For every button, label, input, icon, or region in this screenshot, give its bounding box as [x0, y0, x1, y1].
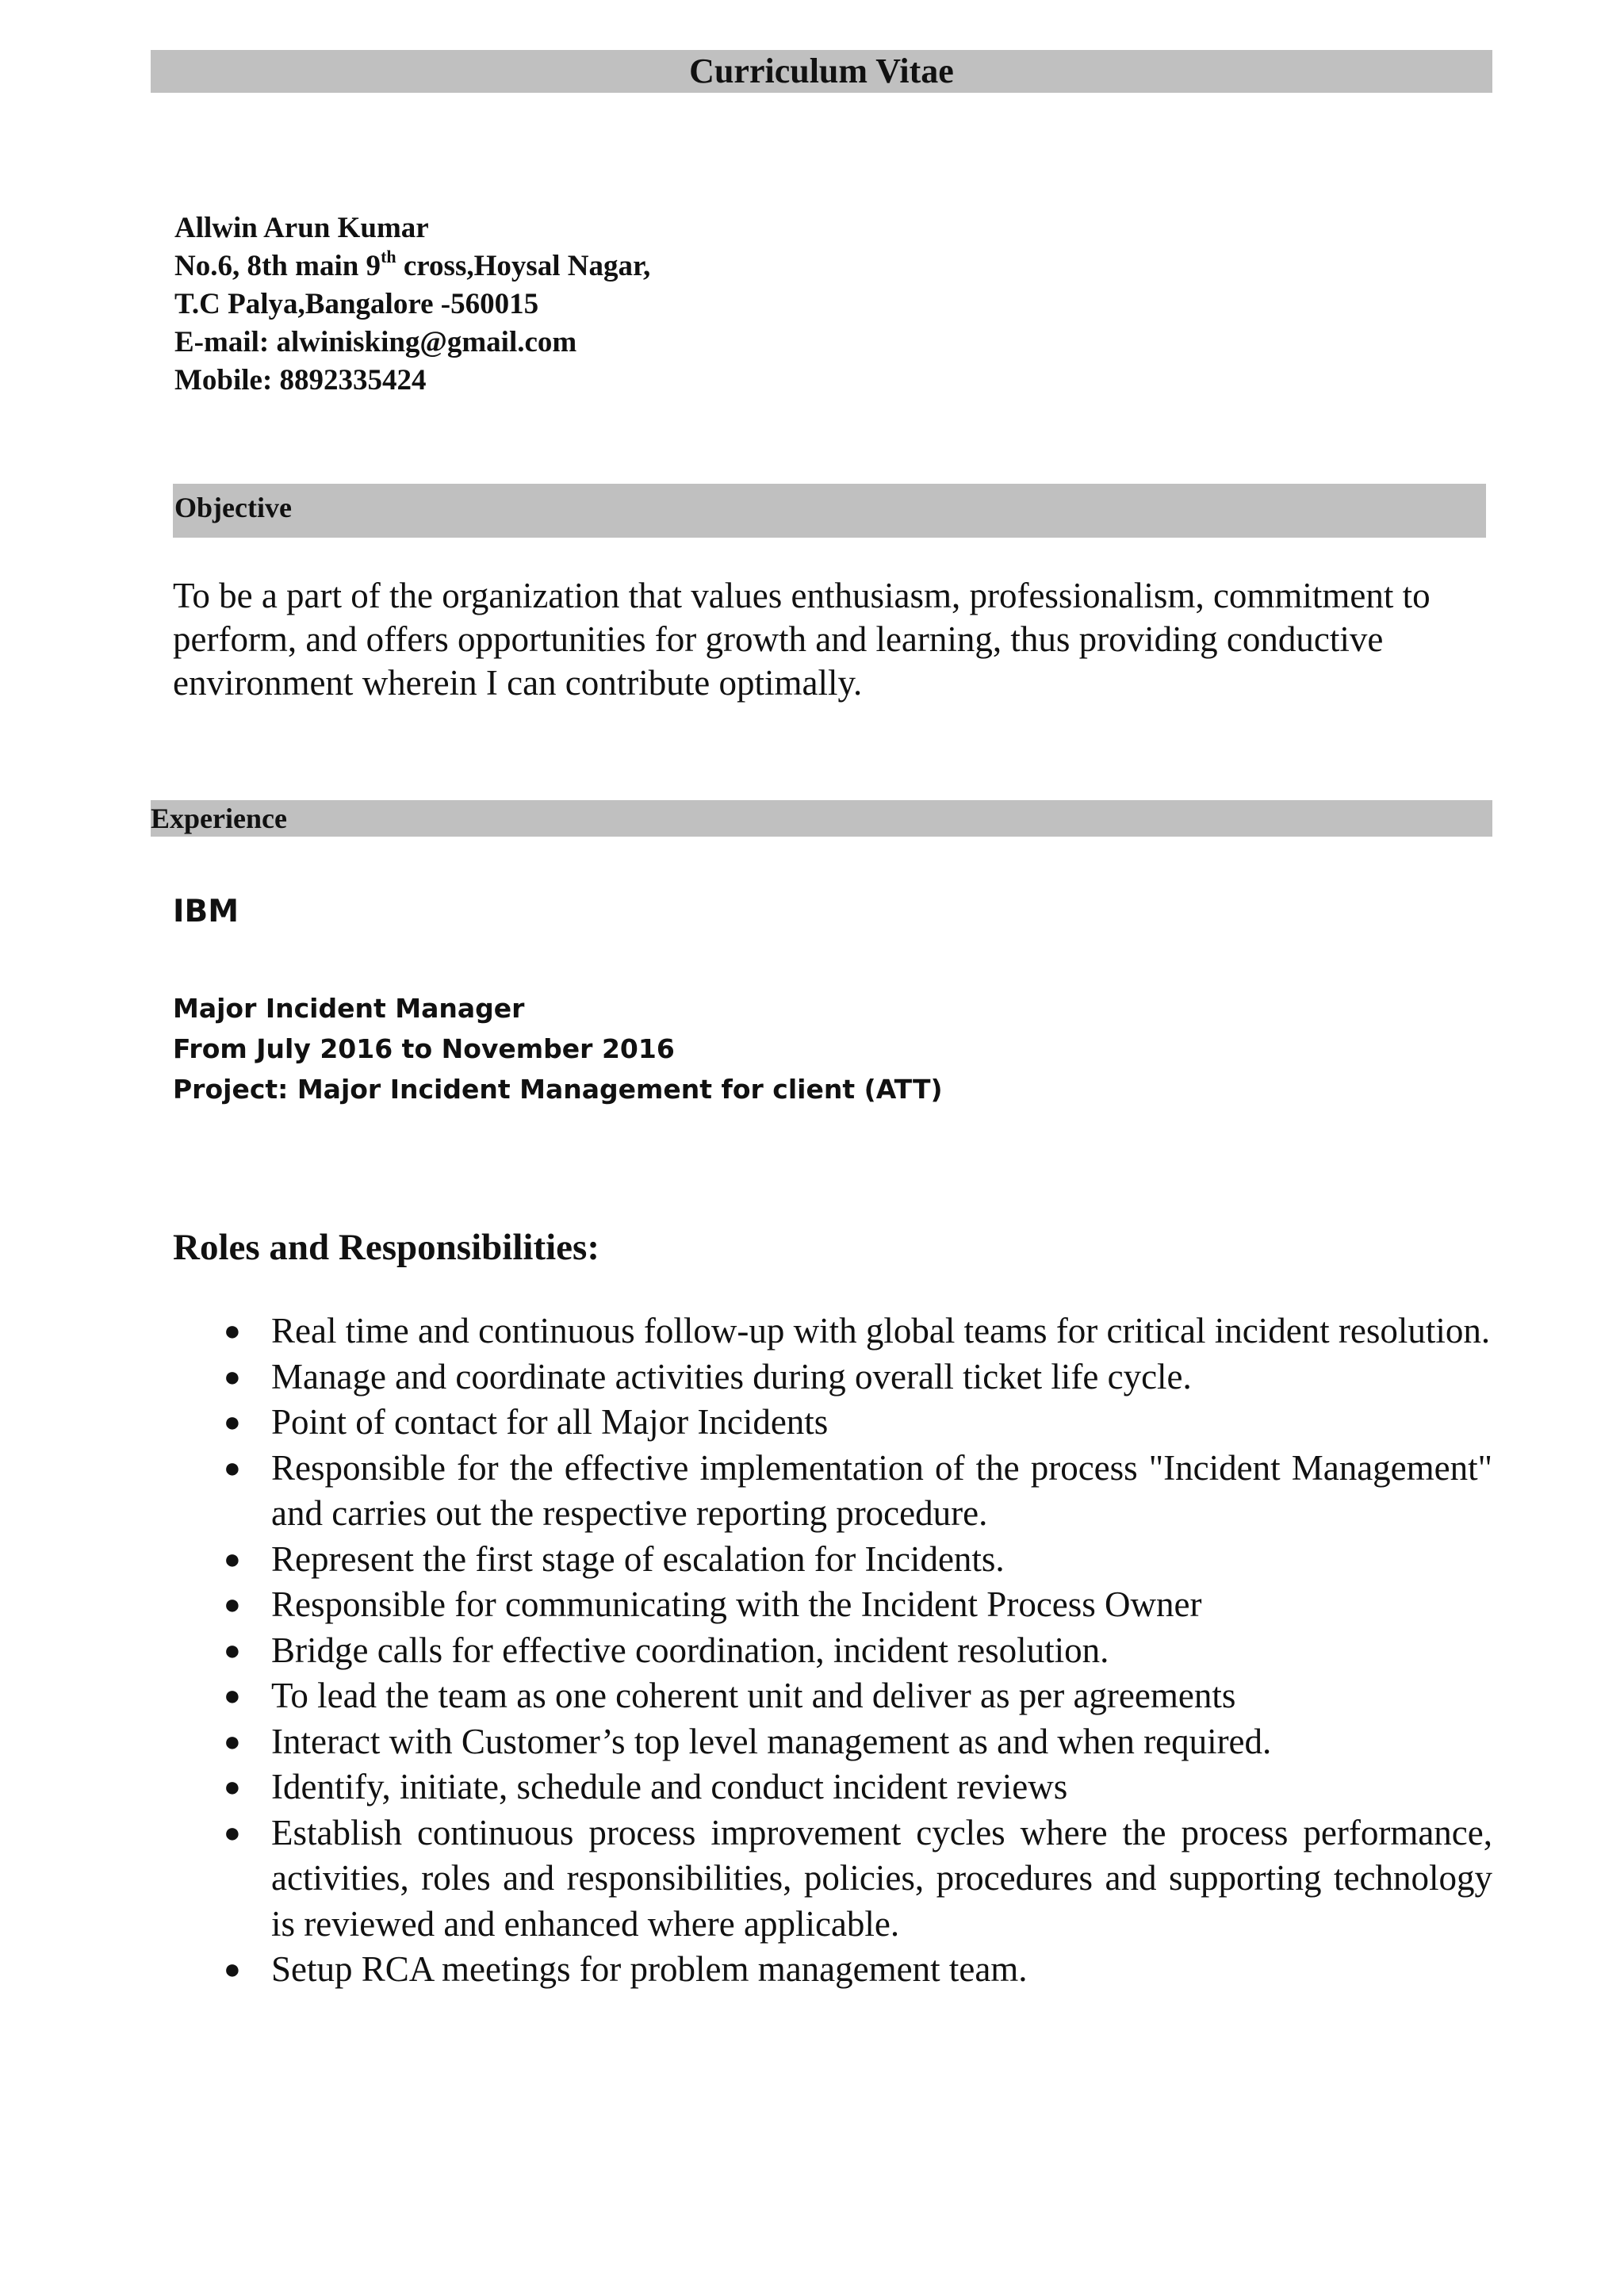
list-item-text: Point of contact for all Major Incidents — [271, 1402, 829, 1442]
list-item — [224, 1582, 1492, 1628]
list-item-text: Manage and coordinate activities during overall ticket life cycle. — [271, 1356, 1192, 1397]
list-item — [224, 1400, 1492, 1446]
bullet-icon: ● — [224, 1360, 241, 1393]
email: E-mail: alwinisking@gmail.com — [174, 326, 577, 358]
list-item-text: Responsible for communicating with the Incident Process Owner — [271, 1584, 1202, 1624]
address-line-1 — [174, 247, 650, 285]
list-item — [224, 1947, 1492, 1993]
document-title: Curriculum Vitae — [689, 52, 954, 90]
list-item-text: Responsible for the effective implementation of the process "Incident Management" and carries out the respective reporting procedure. — [271, 1447, 1492, 1533]
responsibilities-list — [224, 1308, 1492, 1993]
objective-text: To be a part of the organization that values enthusiasm, professionalism, commitment to perform, and offers opportunities for growth and learning, thus providing conductive environment wherein I can contribute optimally. — [173, 576, 1431, 703]
list-item — [224, 1537, 1492, 1583]
list-item-text: Represent the first stage of escalation for Incidents. — [271, 1538, 1005, 1579]
mobile: Mobile: 8892335424 — [174, 364, 427, 397]
bullet-icon: ● — [224, 1542, 241, 1575]
address-line-2: T.C Palya,Bangalore -560015 — [174, 288, 539, 320]
list-item — [224, 1628, 1492, 1674]
bullet-icon: ● — [224, 1953, 241, 1985]
list-item — [224, 1764, 1492, 1810]
objective-heading: Objective — [174, 492, 292, 523]
address-line-1-end: cross,Hoysal Nagar, — [396, 250, 651, 282]
candidate-name: Allwin Arun Kumar — [174, 212, 429, 244]
project-name: Project: Major Incident Management for client (ATT) — [173, 1074, 943, 1105]
contact-block — [174, 209, 650, 400]
list-item-text: Identify, initiate, schedule and conduct incident reviews — [271, 1767, 1068, 1806]
bullet-icon: ● — [224, 1315, 241, 1347]
bullet-icon: ● — [224, 1725, 241, 1757]
role-details — [173, 988, 943, 1109]
list-item-text: Establish continuous process improvement cycles where the process performance, activities, roles and responsibilities, policies, procedures and supporting technology is reviewed and enhanced where applicable. — [271, 1812, 1492, 1944]
list-item-text: To lead the team as one coherent unit and deliver as per agreements — [271, 1676, 1236, 1715]
list-item-text: Interact with Customer’s top level management as and when required. — [271, 1721, 1272, 1761]
employment-period: From July 2016 to November 2016 — [173, 1033, 675, 1064]
company-name: IBM — [173, 894, 239, 929]
list-item-text: Setup RCA meetings for problem management team. — [271, 1949, 1028, 1989]
bullet-icon: ● — [224, 1771, 241, 1803]
list-item — [224, 1810, 1492, 1948]
objective-section-bar — [173, 484, 1486, 538]
bullet-icon: ● — [224, 1406, 241, 1438]
bullet-icon: ● — [224, 1680, 241, 1711]
ordinal-suffix: th — [381, 247, 396, 266]
list-item — [224, 1354, 1492, 1400]
bullet-icon: ● — [224, 1451, 241, 1484]
experience-section-bar — [151, 800, 1492, 837]
bullet-icon: ● — [224, 1588, 241, 1620]
list-item-text: Bridge calls for effective coordination, incident resolution. — [271, 1630, 1109, 1670]
address-line-1-start: No.6, 8th main 9 — [174, 250, 381, 282]
list-item — [224, 1308, 1492, 1354]
experience-heading: Experience — [151, 803, 287, 834]
bullet-icon: ● — [224, 1634, 241, 1666]
list-item — [224, 1673, 1492, 1719]
responsibilities-heading: Roles and Responsibilities: — [173, 1227, 599, 1268]
job-title: Major Incident Manager — [173, 993, 525, 1024]
bullet-icon: ● — [224, 1816, 241, 1849]
list-item — [224, 1719, 1492, 1765]
list-item — [224, 1446, 1492, 1537]
title-bar — [151, 50, 1492, 93]
list-item-text: Real time and continuous follow-up with global teams for critical incident resolution. — [271, 1311, 1491, 1351]
